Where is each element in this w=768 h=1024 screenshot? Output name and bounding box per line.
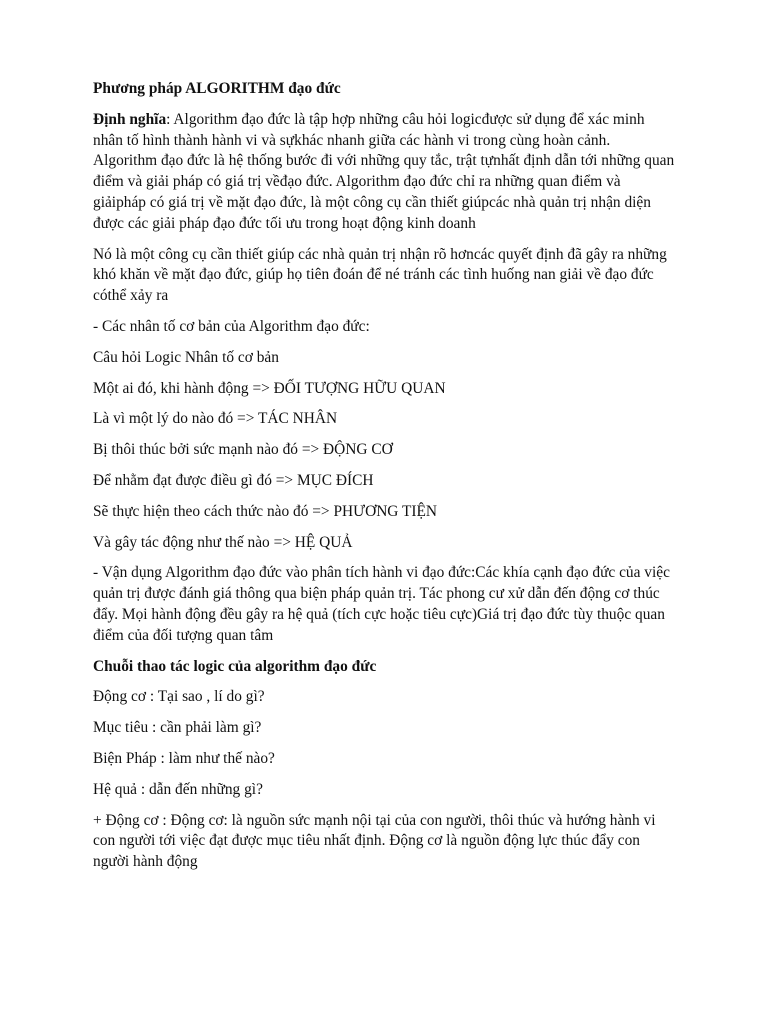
definition-paragraph [93, 110, 675, 235]
definition-term: Định nghĩa [93, 110, 167, 128]
factor-line: Sẽ thực hiện theo cách thức nào đó => PHƯƠNG TIỆN [93, 502, 438, 520]
purpose-paragraph: Nó là một công cụ cần thiết giúp các nhà quản trị nhận rõ hơncác quyết định đã gây ra những khó khăn về mặt đạo đức, giúp họ tiên đoán để né tránh các tình huống nan giải về đạo đức cóthể xảy ra [93, 245, 667, 305]
factors-intro: - Các nhân tố cơ bản của Algorithm đạo đức: [93, 317, 370, 335]
factor-line: Là vì một lý do nào đó => TÁC NHÂN [93, 410, 338, 428]
chain-step: Động cơ : Tại sao , lí do gì? [93, 688, 265, 706]
factor-line: Một ai đó, khi hành động => ĐỐI TƯỢNG HỮU QUAN [93, 379, 446, 397]
factor-line: Bị thôi thúc bởi sức mạnh nào đó => ĐỘNG CƠ [93, 441, 393, 459]
chain-step: Mục tiêu : cần phải làm gì? [93, 719, 262, 737]
chain-title: Chuỗi thao tác logic của algorithm đạo đức [93, 657, 377, 675]
chain-step: Biện Pháp : làm như thế nào? [93, 749, 275, 767]
factor-line: Để nhằm đạt được điều gì đó => MỤC ĐÍCH [93, 471, 374, 489]
application-paragraph: - Vận dụng Algorithm đạo đức vào phân tích hành vi đạo đức:Các khía cạnh đạo đức của việc quản trị được đánh giá thông qua biện pháp quản trị. Tác phong cư xử dẫn đến động cơ thúc đẩy. Mọi hành động đều gây ra hệ quả (tích cực hoặc tiêu cực)Giá trị đạo đức tùy thuộc quan điểm của đối tượng quan tâm [93, 564, 670, 644]
motive-paragraph: + Động cơ : Động cơ: là nguồn sức mạnh nội tại của con người, thôi thúc và hướng hành vi con người tới việc đạt được mục tiêu nhất định. Động cơ là nguồn động lực thúc đẩy con người hành động [93, 811, 656, 871]
factor-line: Và gây tác động như thế nào => HỆ QUẢ [93, 533, 353, 551]
definition-text: : Algorithm đạo đức là tập hợp những câu hỏi logicđược sử dụng để xác minh nhân tố hình thành hành vi và sựkhác nhanh giữa các hành vi trong cùng hoàn cảnh. Algorithm đạo đức là hệ thống bước đi với những quy tắc, trật tựnhất định dẫn tới những quan điểm và giải pháp có giá trị vềđạo đức. Algorithm đạo đức chỉ ra những quan điểm và giảipháp có giá trị về mặt đạo đức, là một công cụ cần thiết giúpcác nhà quản trị nhận diện được các giải pháp đạo đức tối ưu trong hoạt động kinh doanh [93, 110, 675, 232]
factors-header: Câu hỏi Logic Nhân tố cơ bản [93, 348, 279, 366]
document-page [93, 79, 675, 883]
chain-step: Hệ quả : dẫn đến những gì? [93, 780, 263, 798]
document-title: Phương pháp ALGORITHM đạo đức [93, 80, 341, 97]
